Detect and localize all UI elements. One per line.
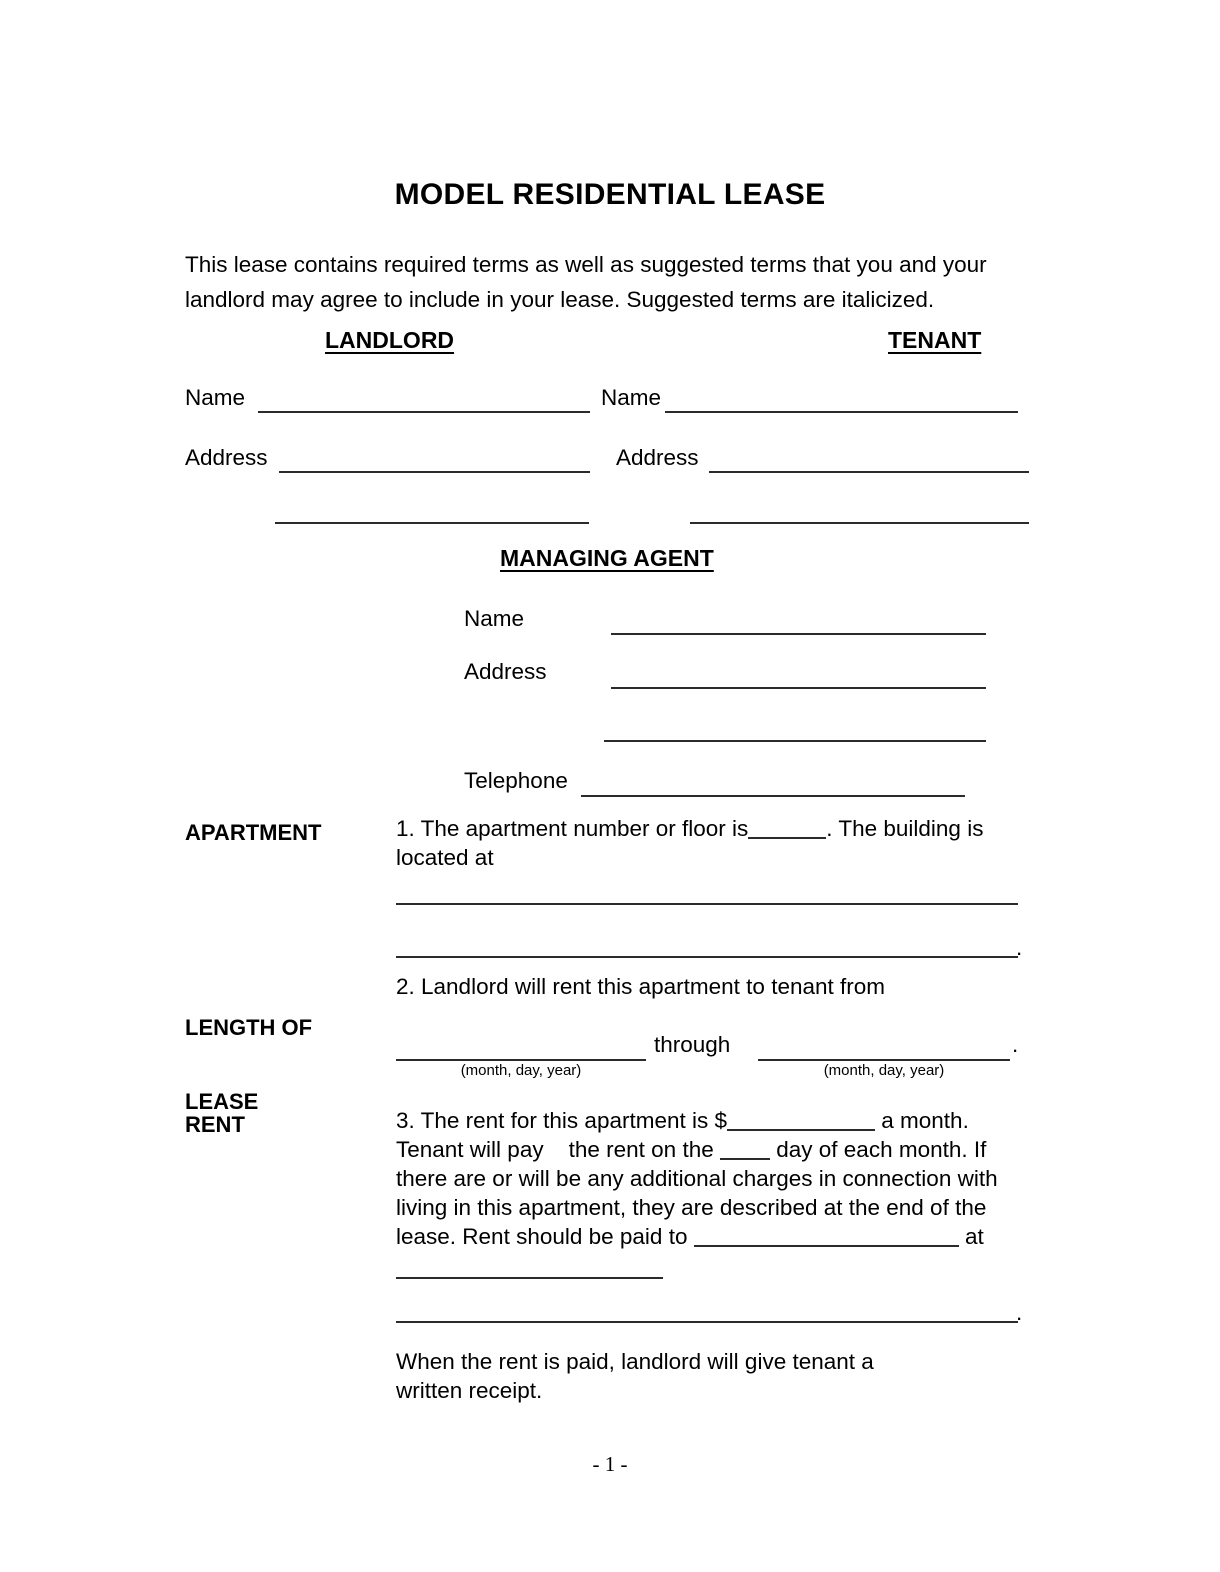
apartment-number-blank[interactable] bbox=[748, 837, 826, 839]
landlord-name-label: Name bbox=[185, 385, 246, 410]
tenant-name-label: Name bbox=[601, 385, 662, 410]
rent-clause-text-part2: a month. bbox=[881, 1108, 969, 1133]
lease-through-label: through bbox=[654, 1032, 731, 1057]
agent-address-field-line2[interactable] bbox=[604, 740, 986, 742]
section-label-length-of-lease-line2: LEASE bbox=[185, 1089, 259, 1114]
apartment-clause bbox=[396, 814, 1036, 872]
rent-receipt-clause bbox=[396, 1347, 1036, 1405]
apartment-clause-text-part3: located at bbox=[396, 845, 494, 870]
lease-end-date-field[interactable] bbox=[758, 1059, 1010, 1061]
agent-telephone-field[interactable] bbox=[581, 795, 965, 797]
rent-amount-blank[interactable] bbox=[727, 1129, 875, 1131]
lease-end-date-caption: (month, day, year) bbox=[823, 1062, 945, 1079]
rent-clause-text-part4: the rent on the bbox=[568, 1137, 714, 1162]
rent-clause-text-part8: lease. Rent should be paid to bbox=[396, 1224, 688, 1249]
agent-telephone-label: Telephone bbox=[464, 768, 568, 793]
landlord-heading: LANDLORD bbox=[325, 327, 455, 353]
tenant-heading: TENANT bbox=[888, 327, 982, 353]
rent-clause-text-part7: living in this apartment, they are described at the end of the bbox=[396, 1195, 987, 1220]
landlord-address-field-line2[interactable] bbox=[275, 522, 589, 524]
rent-clause-text-part9: at bbox=[965, 1224, 984, 1249]
apartment-address-field-line2[interactable] bbox=[396, 956, 1018, 958]
apartment-clause-text-part1: 1. The apartment number or floor is bbox=[396, 816, 749, 841]
managing-agent-heading: MANAGING AGENT bbox=[500, 545, 714, 571]
page-title: MODEL RESIDENTIAL LEASE bbox=[394, 178, 826, 211]
apartment-address-field-line1[interactable] bbox=[396, 903, 1018, 905]
lease-term-end-period: . bbox=[1012, 1032, 1019, 1057]
rent-receipt-text-line2: written receipt. bbox=[396, 1378, 543, 1403]
rent-payment-location-end-period: . bbox=[1016, 1300, 1023, 1325]
agent-address-label: Address bbox=[464, 659, 547, 684]
lease-start-date-field[interactable] bbox=[396, 1059, 646, 1061]
landlord-name-field[interactable] bbox=[258, 411, 590, 413]
page-number-footer: - 1 - bbox=[592, 1452, 628, 1476]
tenant-address-field-line2[interactable] bbox=[690, 522, 1029, 524]
rent-clause-text-part6: there are or will be any additional charges in connection with bbox=[396, 1166, 998, 1191]
rent-receipt-text-line1: When the rent is paid, landlord will give tenant a bbox=[396, 1349, 874, 1374]
landlord-address-field-line1[interactable] bbox=[279, 471, 590, 473]
lease-term-clause: 2. Landlord will rent this apartment to tenant from bbox=[396, 974, 886, 999]
agent-address-field-line1[interactable] bbox=[611, 687, 986, 689]
tenant-address-field-line1[interactable] bbox=[709, 471, 1029, 473]
rent-due-day-blank[interactable] bbox=[720, 1158, 770, 1160]
rent-clause-text-part5: day of each month. If bbox=[776, 1137, 987, 1162]
rent-clause bbox=[396, 1106, 1036, 1251]
agent-name-label: Name bbox=[464, 606, 525, 631]
lease-start-date-caption: (month, day, year) bbox=[460, 1062, 582, 1079]
tenant-address-label: Address bbox=[616, 445, 699, 470]
apartment-address-end-period: . bbox=[1016, 935, 1023, 960]
intro-paragraph: This lease contains required terms as well as suggested terms that you and your landlord may agree to include in your lease. Suggested terms are italicized. bbox=[185, 252, 987, 312]
section-label-length-of-lease-line1: LENGTH OF bbox=[185, 1015, 313, 1040]
section-label-length-of-lease bbox=[185, 972, 312, 1120]
rent-payment-location-field-line2[interactable] bbox=[396, 1321, 1018, 1323]
rent-payee-blank[interactable] bbox=[694, 1245, 959, 1247]
apartment-clause-text-part2: . The building is bbox=[826, 816, 984, 841]
tenant-name-field[interactable] bbox=[665, 411, 1018, 413]
rent-clause-text-part1: 3. The rent for this apartment is $ bbox=[396, 1108, 727, 1133]
agent-name-field[interactable] bbox=[611, 633, 986, 635]
rent-payment-location-field-line1[interactable] bbox=[396, 1277, 663, 1279]
section-label-apartment: APARTMENT bbox=[185, 820, 322, 845]
section-label-rent: RENT bbox=[185, 1112, 245, 1137]
rent-clause-text-part3: Tenant will pay bbox=[396, 1137, 544, 1162]
landlord-address-label: Address bbox=[185, 445, 268, 470]
